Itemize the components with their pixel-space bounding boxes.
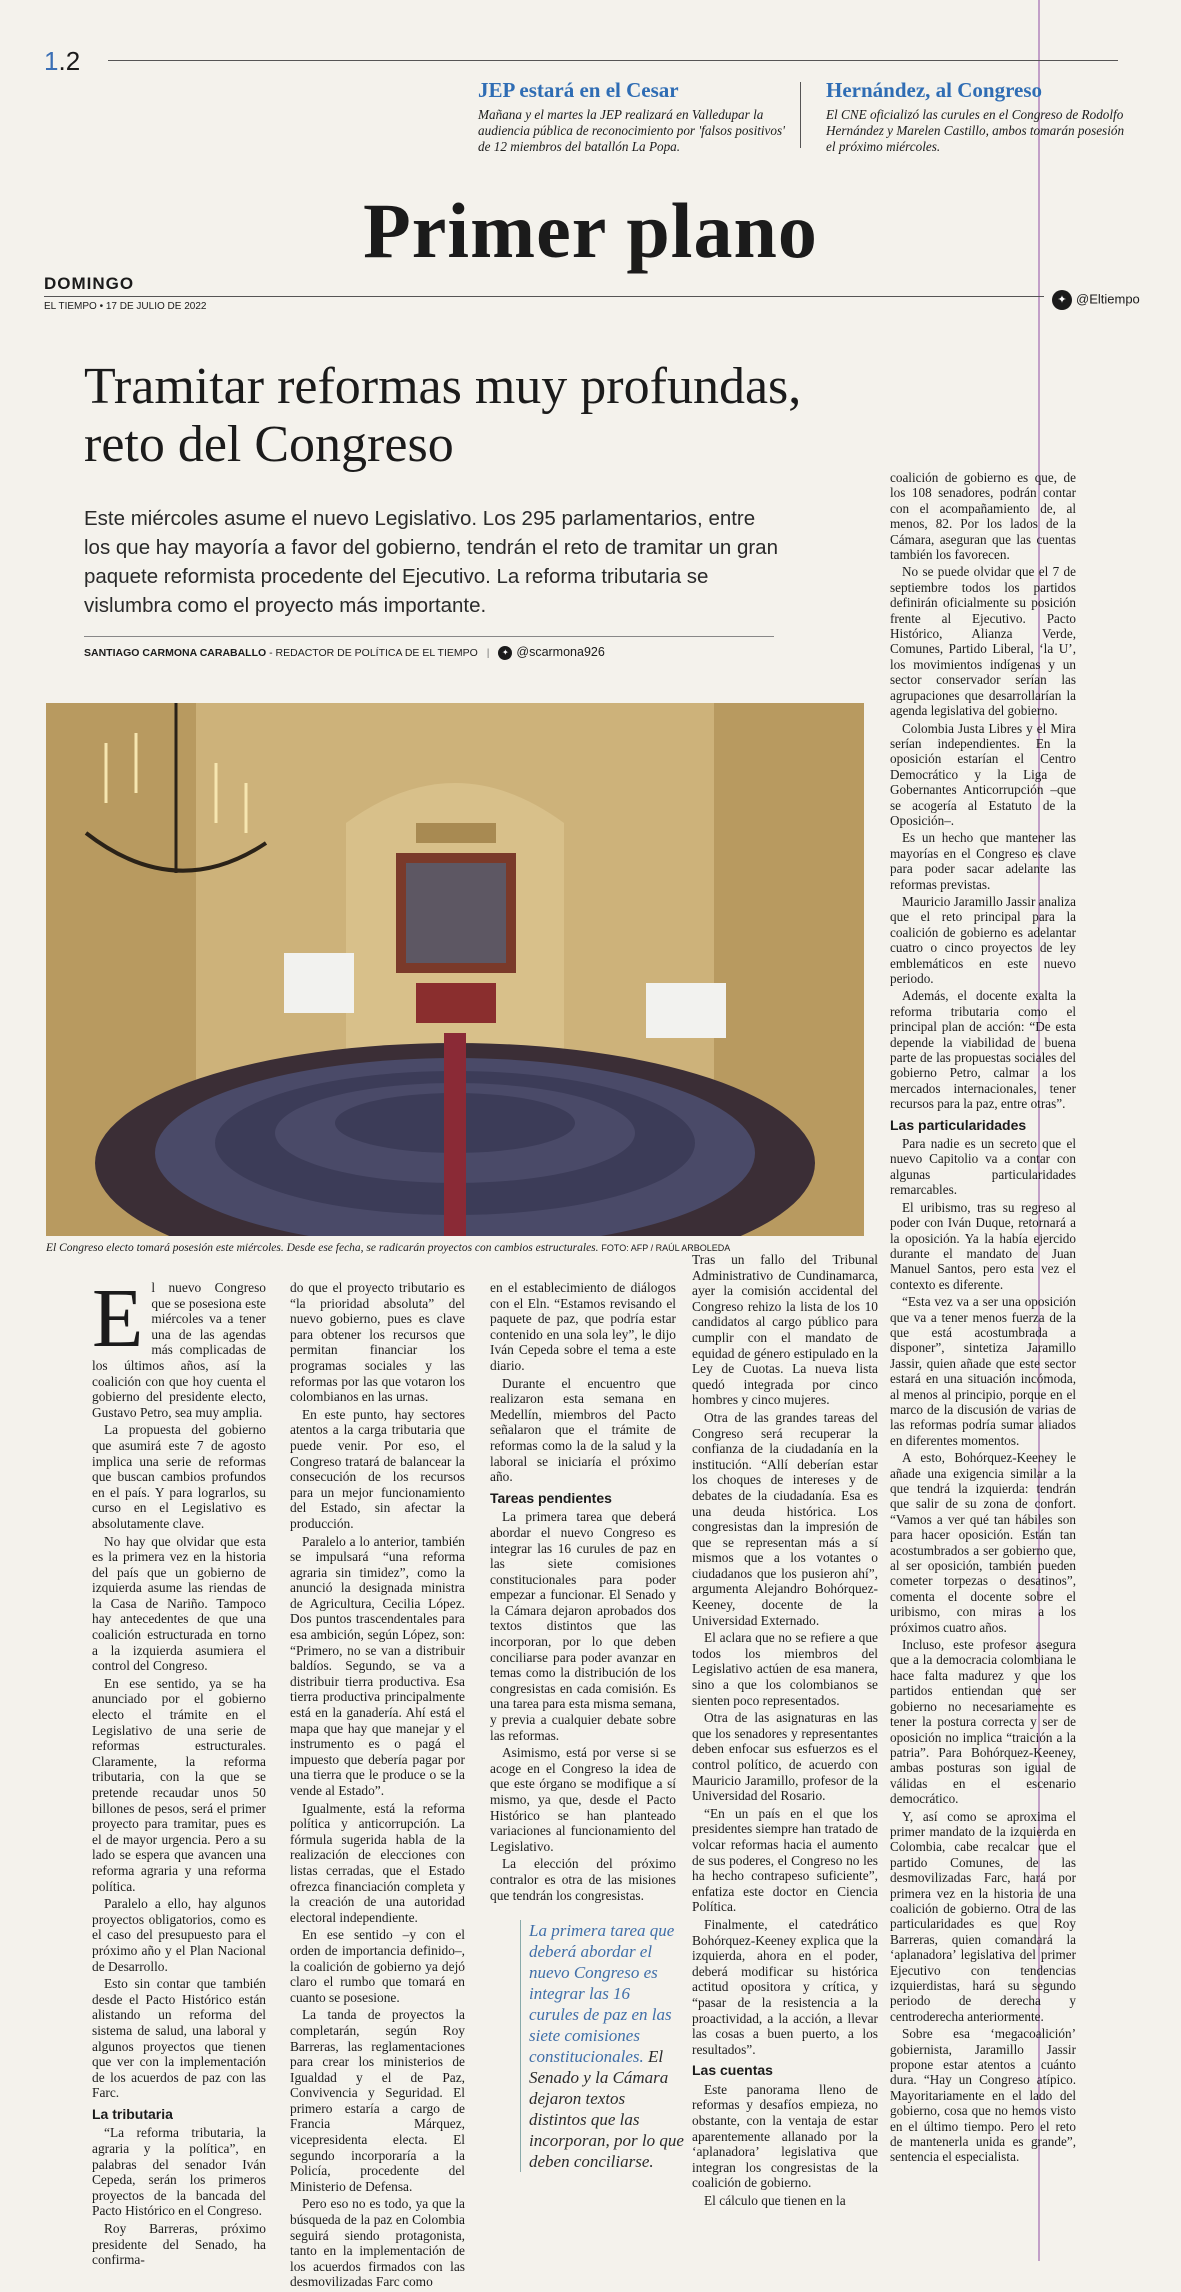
teaser-divider bbox=[800, 82, 801, 148]
paragraph: Esto sin contar que también desde el Pacto Histórico están alistando un reforma del sistema de salud, una laboral y algunos proyectos que tienen que ver con la implementación de los acuerdos de paz con las Farc. bbox=[92, 1976, 266, 2101]
byline-role: - REDACTOR DE POLÍTICA DE EL TIEMPO bbox=[266, 647, 478, 659]
dateline: EL TIEMPO • 17 DE JULIO DE 2022 bbox=[44, 301, 207, 312]
article-column-2 bbox=[290, 1280, 465, 2292]
paragraph: do que el proyecto tributario es “la prioridad absoluta” del nuevo gobierno, pues es clave para obtener los recursos que permitan financiar los programas sociales y las reformas por las que votaron los colombianos en las urnas. bbox=[290, 1280, 465, 1405]
twitter-icon: ✦ bbox=[498, 646, 512, 660]
paragraph: “La reforma tributaria, la agraria y la política”, en palabras del senador Iván Cepeda, serán los primeros proyectos de la bancada del Pacto Histórico en el Congreso. bbox=[92, 2125, 266, 2219]
paragraph: El nuevo Congreso que se posesiona este miércoles va a tener una de las agendas más complicadas de los últimos años, así la coalición con que hoy cuenta el gobierno del presidente electo, Gustavo Petro, sea muy amplia. bbox=[92, 1272, 266, 1420]
paragraph: La propuesta del gobierno que asumirá este 7 de agosto implica una serie de reformas que buscan cambios profundos en el país. Y para lograrlos, su curso en el Legislativo es absolutamente clave. bbox=[92, 1422, 266, 1531]
paragraph: en el establecimiento de diálogos con el Eln. “Estamos revisando el paquete de paz, que podría estar contenido en una sola ley”, le dijo Iván Cepeda sobre el tema a este diario. bbox=[490, 1280, 676, 1373]
teaser-text: Mañana y el martes la JEP realizará en Valledupar la audiencia pública de reconocimiento por 'falsos positivos' de 12 miembros del batallón La Popa. bbox=[478, 107, 785, 154]
paragraph: Asimismo, está por verse si se acoge en el Congreso la idea de que este órgano se modifique a sí mismo, ya que, desde el Pacto Histórico se han planteado variaciones al funcionamiento del Legislativo. bbox=[490, 1745, 676, 1854]
pull-quote bbox=[520, 1920, 684, 2172]
page-number: 1.2 bbox=[44, 46, 81, 76]
paragraph: En este punto, hay sectores atentos a la carga tributaria que puede venir. Por eso, el Congreso tratará de balancear la consecución de los recursos para un mejor funcionamiento del Estado, sin afectar la producción. bbox=[290, 1406, 465, 1531]
paragraph: Roy Barreras, próximo presidente del Senado, ha confirma- bbox=[92, 2221, 266, 2268]
paragraph: La tanda de proyectos la completarán, según Roy Barreras, las reglamentaciones para crear los ministerios de Igualdad y el de Paz, Convivencia y Seguridad. El primero estaría a cargo de Francia Márquez, vicepresidenta electa. El segundo incorporaría a la Policía, procedente del Ministerio de Defensa. bbox=[290, 2007, 465, 2194]
byline-twitter[interactable]: @scarmona926 bbox=[516, 645, 605, 659]
top-rule bbox=[108, 60, 1118, 61]
article-column-4 bbox=[692, 1252, 878, 2211]
paragraph: La primera tarea que deberá abordar el nuevo Congreso es integrar las 16 curules de paz en las siete comisiones constitucionales para poder empezar a funcionar. El Senado y la Cámara dejaron aprobados dos textos distintos que las incorporan, por lo que deben conciliarse para poder avanzar en temas como la distribución de los congresistas en cada comisión. Es una tarea para esta misma semana, y previa a cualquier debate sobre las reformas. bbox=[490, 1509, 676, 1743]
subhead: Las cuentas bbox=[692, 2062, 773, 2079]
header-rule bbox=[44, 296, 1044, 297]
paragraph: Otra de las asignaturas en las que los senadores y representantes deben enfocar sus esfuerzos es el control político, de acuerdo con Mauricio Jaramillo, profesor de la Universidad del Rosario. bbox=[692, 1710, 878, 1804]
day-label: DOMINGO bbox=[44, 274, 135, 293]
twitter-handle[interactable]: ✦ @Eltiempo bbox=[1052, 290, 1140, 310]
paragraph: Además, el docente exalta la reforma tributaria como el principal plan de acción: “De esta depende la viabilidad de buena parte de las propuestas sociales del gobierno Petro, calmar a los mercados internacionales, tener recursos para la paz, entre otras”. bbox=[890, 988, 1076, 1112]
paragraph: Mauricio Jaramillo Jassir analiza que el reto principal para la coalición de gobierno es adelantar cuatro o cinco proyectos de ley emblemáticos en este nuevo periodo. bbox=[890, 893, 1076, 986]
paragraph: Sobre esa ‘megacoalición’ gobiernista, Jaramillo Jassir propone estar atentos a cuánto dura. “Hay un Congreso atípico. Mayoritariamente en el lado del gobierno, cosa que no hemos visto en el último tiempo. Pero el reto de mantenerla unida es grande”, sentencia el especialista. bbox=[890, 2026, 1076, 2165]
paragraph: Pero eso no es todo, ya que la búsqueda de la paz en Colombia seguirá siendo protagonista, tanto en la implementación de los acuerdos firmados con las desmovilizadas Farc como bbox=[290, 2196, 465, 2290]
paragraph: Colombia Justa Libres y el Mira serían independientes. En la oposición estarían el Centro Democrático y la Liga de Gobernantes Anticorrupción –que se acogería al Estatuto de la Oposición–. bbox=[890, 720, 1076, 828]
paragraph: Para nadie es un secreto que el nuevo Capitolio va a contar con algunas particularidades remarcables. bbox=[890, 1136, 1076, 1198]
paragraph: La elección del próximo contralor es otra de las misiones que tendrán los congresistas. bbox=[490, 1856, 676, 1903]
paragraph: No se puede olvidar que el 7 de septiembre todos los partidos definirán oficialmente su posición frente al Ejecutivo. Pacto Histórico, Alianza Verde, Comunes, Partido Liberal, ‘la U’, los movimientos indígenas y un sector conservador serían las agrupaciones que desarrollarían la agenda legislativa del gobierno. bbox=[890, 564, 1076, 719]
teaser-title: Hernández, al Congreso bbox=[826, 78, 1043, 102]
paragraph: A esto, Bohórquez-Keeney le añade una exigencia similar a la que tendrá la izquierda: tendrán que salir de su zona de confort. “Vamos a ver qué tan hábiles son para hacer oposición. Están tan acostumbrados a ser gobierno que, al ser oposición, también pueden cometer torpezas o desatinos”, comenta el docente sobre el uribismo, con miras a los próximos cuatro años. bbox=[890, 1450, 1076, 1635]
paragraph: Finalmente, el catedrático Bohórquez-Keeney explica que la izquierda, ahora en el poder, deberá modificar su histórica actitud opositora y crítica, y “pasar de la resistencia a la proactividad, a la acción, a llevar las cosas a buen puerto, a los resultados”. bbox=[692, 1916, 878, 2057]
byline-rule bbox=[84, 636, 774, 637]
article-column-1 bbox=[92, 1272, 266, 2270]
paragraph: Incluso, este profesor asegura que a la democracia colombiana le hace falta madurez y que los partidos entiendan que ser gobierno no necesariamente es tener la postura correcta y ser de oposición no implica “traición a la patria”. Para Bohórquez-Keeney, ambas posturas son igual de válidas en el escenario democrático. bbox=[890, 1637, 1076, 1807]
subhead: Tareas pendientes bbox=[490, 1489, 612, 1506]
article-headline: Tramitar reformas muy profundas, reto del Congreso bbox=[84, 358, 802, 473]
paragraph: “Esta vez va a ser una oposición que va a tener menos fuerza de la que está acostumbrada a disponer”, sintetiza Jaramillo Jassir, quien añade que este sector estará en una situación incómoda, al menos al principio, porque en el marco de la discusión de varias de las reformas podría sumar aliados en diferentes momentos. bbox=[890, 1294, 1076, 1448]
article-column-5 bbox=[890, 470, 1076, 2167]
subhead: La tributaria bbox=[92, 2105, 173, 2122]
section-title: Primer plano bbox=[363, 187, 818, 274]
paragraph: El cálculo que tienen en la bbox=[704, 2193, 846, 2209]
paragraph: El uribismo, tras su regreso al poder con Iván Duque, retornará a la oposición. Ya la había ejercido durante el mandato de Juan Manuel Santos, pero esta vez el contexto es diferente. bbox=[890, 1199, 1076, 1292]
teaser-hernandez[interactable] bbox=[826, 78, 1126, 155]
paragraph: coalición de gobierno es que, de los 108 senadores, podrán contar con el acompañamiento de, al menos, 82. Por los lados de la Cámara, aseguran que las cuentas también los favorecen. bbox=[890, 470, 1076, 563]
subhead: Las particularidades bbox=[890, 1116, 1027, 1133]
paragraph: “En un país en el que los presidentes siempre han tratado de volcar reformas hacia el aumento de sus poderes, el Congreso no les ha hecho contrapeso suficiente”, enfatiza este doctor en Ciencia Política. bbox=[692, 1805, 878, 1915]
pull-quote-rest: El Senado y la Cámara dejaron textos distintos que las incorporan, por lo que deben conciliarse. bbox=[529, 2047, 684, 2171]
paragraph: En ese sentido –y con el orden de importancia definido–, la coalición de gobierno ya dejó claro el rumbo que tomará en cuanto se posesione. bbox=[290, 1927, 465, 2005]
paragraph: Paralelo a lo anterior, también se impulsará “una reforma agraria sin timidez”, como la anunció la designada ministra de Agricultura, Cecilia López. Dos puntos trascendentales para esa ambición, según López, son: “Primero, no se van a distribuir baldíos. Segundo, se va a distribuir tierra productiva. Esa tierra productiva principalmente está en la ganadería. Ahí está el mapa que hay que manejar y el instrumento es o pagá el impuesto que debería pagar por una tierra que le produce o se la vende al Estado”. bbox=[290, 1533, 465, 1798]
paragraph: El aclara que no se refiere a que todos los miembros del Legislativo actúen de esa manera, sino a que los colombianos se sienten poco representados. bbox=[692, 1630, 878, 1708]
paragraph: Paralelo a ello, hay algunos proyectos obligatorios, como es el caso del presupuesto para el próximo año y el Plan Nacional de Desarrollo. bbox=[92, 1896, 266, 1974]
paragraph: No hay que olvidar que esta es la primera vez en la historia del país que un gobierno de izquierda asume las riendas de la Casa de Nariño. Tampoco hay antecedentes de que una coalición estructurada en torno a la izquierda asumiera el control del Congreso. bbox=[92, 1533, 266, 1674]
paragraph: Otra de las grandes tareas del Congreso será recuperar la confianza de la ciudadanía en la institución. “Allí deberían estar los choques de intereses y de debates de la ciudadanía. Esa es una deuda histórica. Los congresistas dan la impresión de que se representan más a sí mismos que a los votantes o ciudadanos que los pusieron ahí”, argumenta Alejandro Bohórquez-Keeney, docente de la Universidad Externado. bbox=[692, 1409, 878, 1628]
byline-author: SANTIAGO CARMONA CARABALLO bbox=[84, 647, 267, 659]
teaser-jep[interactable] bbox=[478, 78, 798, 155]
dropcap: E bbox=[92, 1272, 144, 1365]
teaser-title: JEP estará en el Cesar bbox=[478, 78, 679, 102]
paragraph: Este panorama lleno de reformas y desafíos empieza, no obstante, con la ventaja de estar aparentemente allanado por la ‘aplanadora’ legislativa que integran los congresistas de la coalición de gobierno. bbox=[692, 2081, 878, 2191]
byline: SANTIAGO CARMONA CARABALLO - REDACTOR DE POLÍTICA DE EL TIEMPO | ✦ @scarmona926 bbox=[84, 645, 605, 659]
paragraph: Tras un fallo del Tribunal Administrativo de Cundinamarca, ayer la comisión accidental del Congreso rehizo la lista de los 10 candidatos al cargo público para cumplir con el mandato de equidad de género estipulado en la Ley de Cuotas. La nueva lista quedó integrada por cinco hombres y cinco mujeres. bbox=[692, 1252, 878, 1408]
congress-photo bbox=[46, 703, 864, 1236]
twitter-icon: ✦ bbox=[1052, 290, 1072, 310]
pull-quote-highlight: La primera tarea que deberá abordar el nuevo Congreso es integrar las 16 curules de paz en las siete comisiones constitucionales. bbox=[529, 1921, 675, 2066]
paragraph: Durante el encuentro que realizaron esta semana en Medellín, miembros del Pacto señalaron que el trámite de reformas como la de la salud y la laboral se iniciaría el próximo año. bbox=[490, 1375, 676, 1485]
article-standfirst: Este miércoles asume el nuevo Legislativo. Los 295 parlamentarios, entre los que hay mayoría a favor del gobierno, tendrán el reto de tramitar un gran paquete reformista procedente del Ejecutivo. La reforma tributaria se vislumbra como el proyecto más importante. bbox=[84, 507, 778, 617]
paragraph: Es un hecho que mantener las mayorías en el Congreso es clave para poder sacar adelante las reformas previstas. bbox=[890, 830, 1076, 892]
caption-text: El Congreso electo tomará posesión este miércoles. Desde ese fecha, se radicarán proyectos con cambios estructurales. bbox=[46, 1242, 599, 1254]
teaser-text: El CNE oficializó las curules en el Congreso de Rodolfo Hernández y Marelen Castillo, ambos tomarán posesión el próximo miércoles. bbox=[826, 107, 1125, 154]
paragraph: Igualmente, está la reforma política y anticorrupción. La fórmula sugerida habla de la realización de elecciones con listas cerradas, que el Estado ofrezca financiación completa y la creación de una autoridad electoral independiente. bbox=[290, 1800, 465, 1925]
photo-credit: FOTO: AFP / RAÚL ARBOLEDA bbox=[601, 1243, 731, 1253]
article-column-3 bbox=[490, 1280, 676, 1905]
paragraph: En ese sentido, ya se ha anunciado por el gobierno electo el trámite en el Legislativo de una serie de reformas estructurales. Claramente, la reforma tributaria, con la que se pretende recaudar unos 50 billones de pesos, será el primer proyecto para tramitar, pues es el de mayor urgencia. Pero a su lado se espera que avancen una reforma agraria y una reforma política. bbox=[92, 1675, 266, 1894]
paragraph: Y, así como se aproxima el primer mandato de la izquierda en Colombia, cabe recalcar que el partido Comunes, de las desmovilizadas Farc, hará por primera vez en la historia de una coalición de gobierno. Otra de las particularidades es que Roy Barreras, quien comandará la ‘aplanadora’ legislativa del primer Ejecutivo con tendencias izquierdistas, hará su segundo periodo de derecha y centroderecha anteriormente. bbox=[890, 1808, 1076, 2024]
